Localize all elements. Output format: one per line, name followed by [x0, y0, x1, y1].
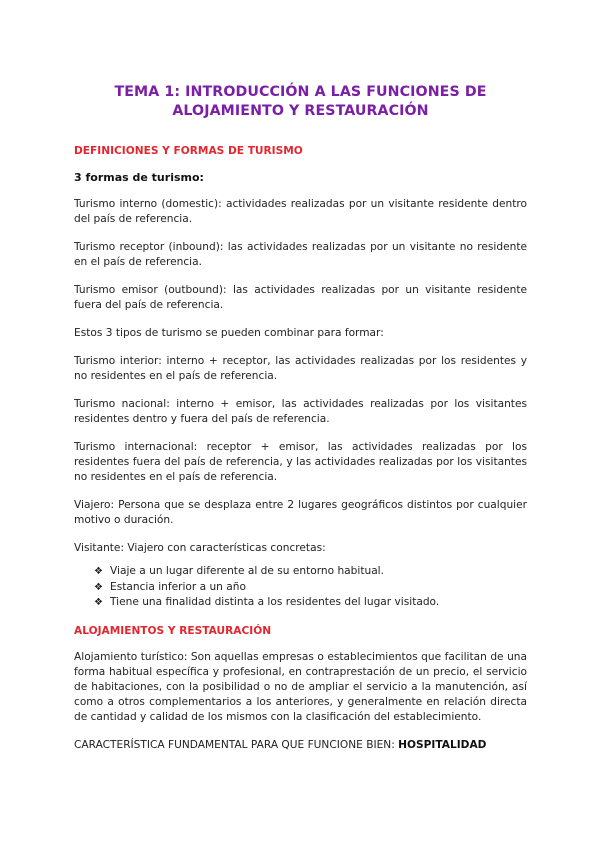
list-item-text: Viaje a un lugar diferente al de su entorno habitual.	[110, 565, 384, 577]
diamond-bullet-icon: ❖	[94, 581, 103, 593]
paragraph-turismo-interno: Turismo interno (domestic): actividades realizadas por un visitante residente dentro del país de referencia.	[74, 198, 527, 225]
list-item-text: Estancia inferior a un año	[110, 580, 246, 593]
document-title: TEMA 1: INTRODUCCIÓN A LAS FUNCIONES DE ALOJAMIENTO Y RESTAURACIÓN	[114, 84, 487, 119]
diamond-bullet-icon: ❖	[94, 566, 103, 577]
paragraph-visitante: Visitante: Viajero con características concretas:	[74, 542, 326, 554]
visitante-characteristics-list	[74, 564, 527, 611]
paragraph-turismo-nacional: Turismo nacional: interno + emisor, las actividades realizadas por los visitantes residentes dentro y fuera del país de referencia.	[74, 398, 527, 425]
paragraph-alojamiento-turistico: Alojamiento turístico: Son aquellas empresas o establecimientos que facilitan de una forma habitual específica y profesional, en contraprestación de un precio, el servicio de habitaciones, con la posibilidad o no de ampliar el servicio a la manutención, así como a otros complementarios a los anteriores, y generalmente en relación directa de cantidad y calidad de los mismos con la clasificación del establecimiento.	[74, 650, 527, 723]
paragraph-combinar: Estos 3 tipos de turismo se pueden combinar para formar:	[74, 327, 384, 339]
section-heading-definiciones: DEFINICIONES Y FORMAS DE TURISMO	[74, 145, 303, 157]
diamond-bullet-icon: ❖	[94, 597, 103, 608]
list-item	[94, 595, 527, 611]
paragraph-viajero: Viajero: Persona que se desplaza entre 2 lugares geográficos distintos por cualquier motivo o duración.	[74, 499, 527, 526]
fundamental-label: CARACTERÍSTICA FUNDAMENTAL PARA QUE FUNCIONE BIEN:	[74, 738, 399, 751]
paragraph-turismo-internacional: Turismo internacional: receptor + emisor, las actividades realizadas por los residentes fuera del país de referencia, y las actividades realizadas por los visitantes no residentes en el país de referencia.	[74, 441, 527, 483]
section-heading-alojamientos: ALOJAMIENTOS Y RESTAURACIÓN	[74, 624, 272, 637]
paragraph-turismo-interior: Turismo interior: interno + receptor, las actividades realizadas por los residentes y no residentes en el país de referencia.	[74, 355, 527, 382]
list-item-text: Tiene una finalidad distinta a los residentes del lugar visitado.	[110, 596, 440, 608]
list-item	[94, 564, 527, 580]
subheading-formas-turismo: 3 formas de turismo:	[74, 171, 204, 184]
fundamental-value: HOSPITALIDAD	[398, 738, 487, 751]
paragraph-caracteristica-fundamental	[74, 738, 527, 753]
document-content	[74, 83, 527, 753]
paragraph-turismo-emisor: Turismo emisor (outbound): las actividades realizadas por un visitante residente fuera del país de referencia.	[74, 284, 527, 311]
list-item	[94, 580, 527, 596]
paragraph-turismo-receptor: Turismo receptor (inbound): las actividades realizadas por un visitante no residente en el país de referencia.	[74, 241, 527, 268]
